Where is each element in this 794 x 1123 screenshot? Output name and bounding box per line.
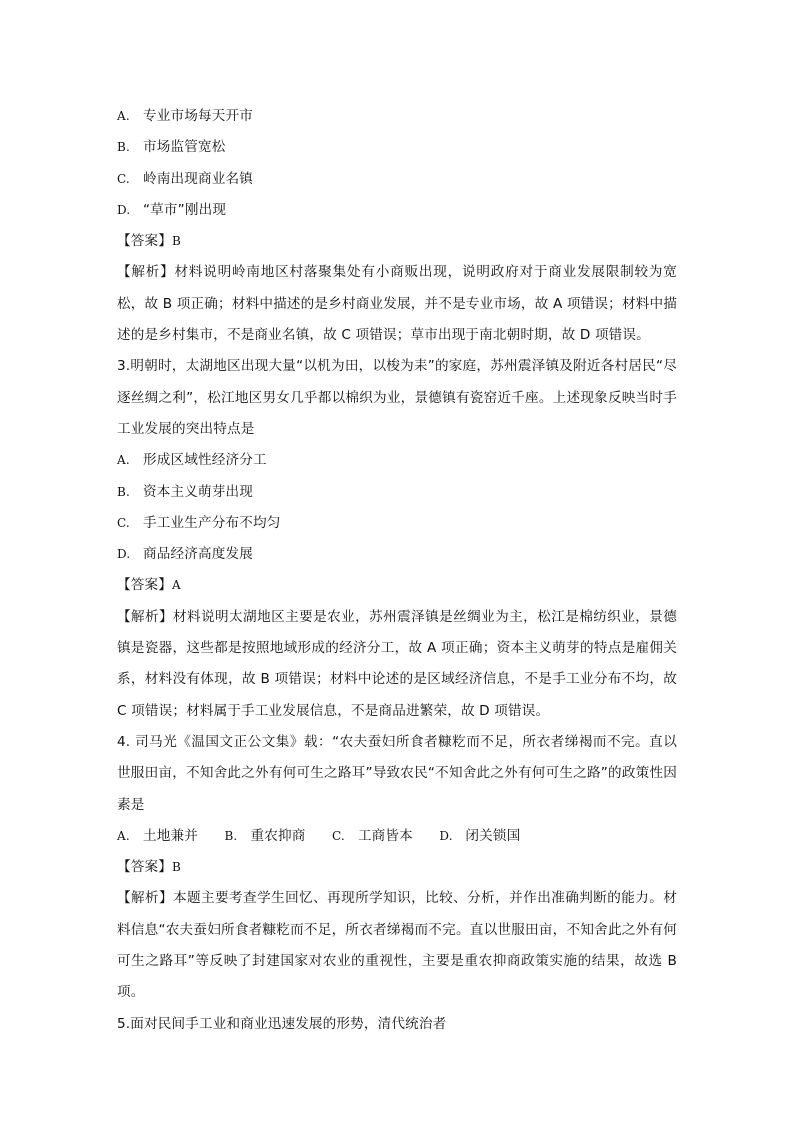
option-text: 商品经济高度发展 — [143, 546, 253, 563]
q4-answer — [117, 852, 677, 883]
q2-option-c — [117, 164, 677, 195]
option-text: 闭关锁国 — [465, 827, 521, 844]
q4-option-c — [332, 821, 413, 852]
q5-stem: 5.面对民间手工业和商业迅速发展的形势，清代统治者 — [117, 1015, 447, 1032]
option-label: D. — [439, 828, 453, 843]
q4-stem: 4. 司马光《温国文正公文集》载：“农夫蚕妇所食者糠籺而不足，所衣者绨褐而不完。直以世服田亩，不知舍此之外有何可生之路耳”导致农民“不知舍此之外有何可生之路”的政策性因素是 — [117, 733, 677, 813]
option-text: 形成区域性经济分工 — [143, 452, 267, 469]
answer-value: B — [171, 860, 181, 875]
option-text: 土地兼并 — [143, 827, 198, 844]
q2-analysis — [117, 257, 677, 351]
option-label: D. — [117, 202, 131, 217]
option-label: A. — [117, 828, 130, 843]
document-page — [117, 101, 677, 1040]
q4-option-d — [439, 821, 520, 852]
option-text: 专业市场每天开市 — [143, 108, 253, 124]
q2-option-d — [117, 195, 677, 226]
answer-tag: 【答案】 — [117, 577, 172, 594]
option-text: 手工业生产分布不均匀 — [143, 514, 281, 531]
q3-option-b — [117, 477, 677, 508]
q3-answer — [117, 570, 677, 601]
option-text: 工商皆本 — [357, 827, 413, 844]
q3-option-c — [117, 508, 677, 539]
analysis-text: 本题主要考查学生回忆、再现所学知识，比较、分析，并作出准确判断的能力。材料信息“农夫蚕妇所食者糠籺而不足，所衣者绨褐而不完。直以世服田亩，不知舍此之外有何可生之路耳”等反映了封建国家对农业的重视性，主要是重农抑商政策实施的结果，故选 B 项。 — [117, 890, 677, 1001]
answer-tag: 【答案】 — [117, 233, 172, 250]
option-label: B. — [224, 828, 238, 843]
q4-analysis — [117, 883, 677, 1008]
q2-answer — [117, 226, 677, 257]
option-label: D. — [117, 547, 131, 562]
q2-option-b — [117, 132, 677, 163]
option-text: 资本主义萌芽出现 — [143, 483, 253, 500]
option-label: C. — [117, 515, 130, 530]
answer-value: B — [171, 234, 181, 249]
analysis-tag: 【解析】 — [117, 608, 174, 625]
q3-analysis — [117, 602, 677, 727]
option-text: 岭南出现商业名镇 — [143, 170, 253, 187]
option-text: 市场监管宽松 — [143, 139, 226, 156]
analysis-tag: 【解析】 — [117, 890, 174, 907]
answer-value: A — [171, 578, 181, 593]
option-label: C. — [117, 171, 130, 186]
option-text: 重农抑商 — [250, 827, 306, 844]
q4-option-a — [117, 821, 198, 852]
option-text: “草市”刚出现 — [143, 201, 227, 218]
q4-option-b — [224, 821, 305, 852]
q3-option-a — [117, 445, 677, 476]
option-label: A. — [117, 109, 130, 123]
q4-options-row — [117, 821, 677, 852]
analysis-tag: 【解析】 — [117, 264, 175, 281]
q3-option-d — [117, 539, 677, 570]
q3-stem: 3.明朝时，太湖地区出现大量“以机为田，以梭为耒”的家庭，苏州震泽镇及附近各村居民“尽逐丝绸之利”，松江地区男女几乎都以棉织为业，景德镇有瓷窑近千座。上述现象反映当时手工业发展的突出特点是 — [117, 358, 677, 437]
option-label: C. — [331, 828, 345, 843]
option-label: B. — [117, 484, 130, 499]
option-label: B. — [117, 140, 130, 155]
analysis-text: 材料说明太湖地区主要是农业，苏州震泽镇是丝绸业为主，松江是棉纺织业，景德镇是瓷器，这些都是按照地域形成的经济分工，故 A 项正确；资本主义萌芽的特点是雇佣关系，材料没有体现，故 B 项错误；材料中论述的是区域经济信息，不是手工业分布不均，故 C 项错误；材料属于手工业发展信息，不是商品进繁荣，故 D 项错误。 — [117, 608, 677, 719]
analysis-text: 材料说明岭南地区村落聚集处有小商贩出现，说明政府对于商业发展限制较为宽松，故 B 项正确；材料中描述的是乡村商业发展，并不是专业市场，故 A 项错误；材料中描述的是乡村集市，不是商业名镇，故 C 项错误；草市出现于南北朝时期，故 D 项错误。 — [117, 264, 677, 344]
q2-option-a — [117, 101, 677, 132]
answer-tag: 【答案】 — [117, 859, 172, 876]
option-label: A. — [117, 453, 130, 468]
